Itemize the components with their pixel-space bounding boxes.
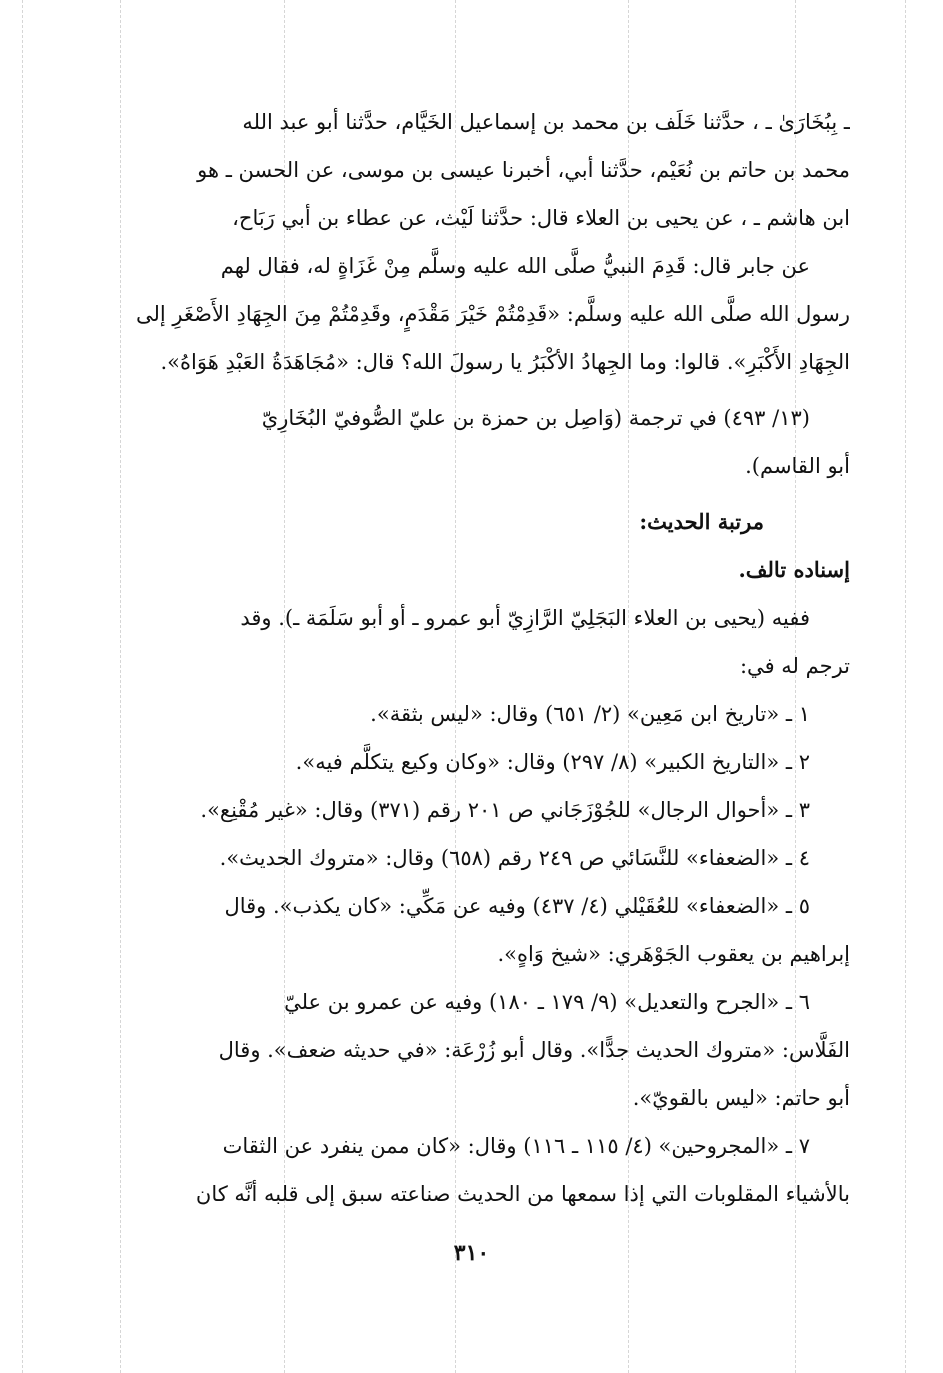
text-line: (١٣/ ٤٩٣) في ترجمة (وَاصِل بن حمزة بن عليّ الصُّوفيّ البُخَارِيّ — [261, 406, 810, 430]
text-line: أبو القاسم). — [745, 454, 850, 478]
list-item: ٧ ـ «المجروحين» (٤/ ١١٥ ـ ١١٦) وقال: «كان ممن ينفرد عن الثقات — [222, 1134, 810, 1158]
text-line: عن جابر قال: قَدِمَ النبيُّ صلَّى الله عليه وسلَّم مِنْ غَزَاةٍ له، فقال لهم — [220, 254, 810, 278]
section-heading: مرتبة الحديث: — [639, 509, 764, 534]
scan-artifact — [905, 0, 906, 1373]
text-line: ابن هاشم ـ ، عن يحيى بن العلاء قال: حدَّثنا لَيْث، عن عطاء بن أبي رَبَاح، — [232, 206, 850, 230]
text-line: ـ بِبُخَارَىٰ ـ ، حدَّثنا خَلَف بن محمد بن إسماعيل الخَيَّام، حدَّثنا أبو عبد الله — [242, 110, 850, 134]
body-text — [102, 98, 850, 1218]
text-line: ترجم له في: — [739, 654, 850, 678]
text-line: الجِهَادِ الأَكْبَرِ». قالوا: وما الجِهادُ الأكْبَرُ يا رسولَ الله؟ قال: «مُجَاهَدَةُ العَبْدِ هَوَاهُ». — [160, 350, 850, 374]
section-subheading: إسناده تالف. — [738, 557, 850, 582]
text-line: بالأشياء المقلوبات التي إذا سمعها من الحديث صناعته سبق إلى قلبه أنَّه كان — [195, 1182, 850, 1206]
list-item: ٤ ـ «الضعفاء» للنَّسَائي ص ٢٤٩ رقم (٦٥٨) وقال: «متروك الحديث». — [219, 846, 810, 870]
scan-artifact — [22, 0, 23, 1373]
list-item: ٥ ـ «الضعفاء» للعُقَيْلي (٤/ ٤٣٧) وفيه عن مَكِّي: «كان يكذب». وقال — [224, 894, 810, 918]
page-number: ٣١٠ — [453, 1240, 490, 1266]
text-line: رسول الله صلَّى الله عليه وسلَّم: «قَدِمْتُمْ خَيْرَ مَقْدَمٍ، وقَدِمْتُمْ مِنَ الجِهَادِ الأَصْغَرِ إلى — [136, 302, 850, 326]
text-line: محمد بن حاتم بن نُعَيْم، حدَّثنا أبي، أخبرنا عيسى بن موسى، عن الحسن ـ هو — [197, 158, 850, 182]
list-item: ٣ ـ «أحوال الرجال» للجُوْزَجَاني ص ٢٠١ رقم (٣٧١) وقال: «غير مُقْنِع». — [200, 798, 810, 822]
text-line: أبو حاتم: «ليس بالقويّ». — [632, 1086, 850, 1110]
text-line: الفَلَّاس: «متروك الحديث جدًّا». وقال أبو زُرْعَة: «في حديثه ضعف». وقال — [218, 1038, 850, 1062]
list-item: ٢ ـ «التاريخ الكبير» (٨/ ٢٩٧) وقال: «وكان وكيع يتكلَّم فيه». — [295, 750, 810, 774]
text-line: إبراهيم بن يعقوب الجَوْهَري: «شيخ وَاهٍ». — [497, 942, 850, 966]
list-item: ١ ـ «تاريخ ابن مَعِين» (٢/ ٦٥١) وقال: «ليس بثقة». — [370, 702, 810, 726]
list-item: ٦ ـ «الجرح والتعديل» (٩/ ١٧٩ ـ ١٨٠) وفيه عن عمرو بن عليّ — [284, 990, 810, 1014]
text-line: ففيه (يحيى بن العلاء البَجَلِيّ الرَّازِيّ أبو عمرو ـ أو أبو سَلَمَة ـ). وقد — [240, 606, 810, 630]
